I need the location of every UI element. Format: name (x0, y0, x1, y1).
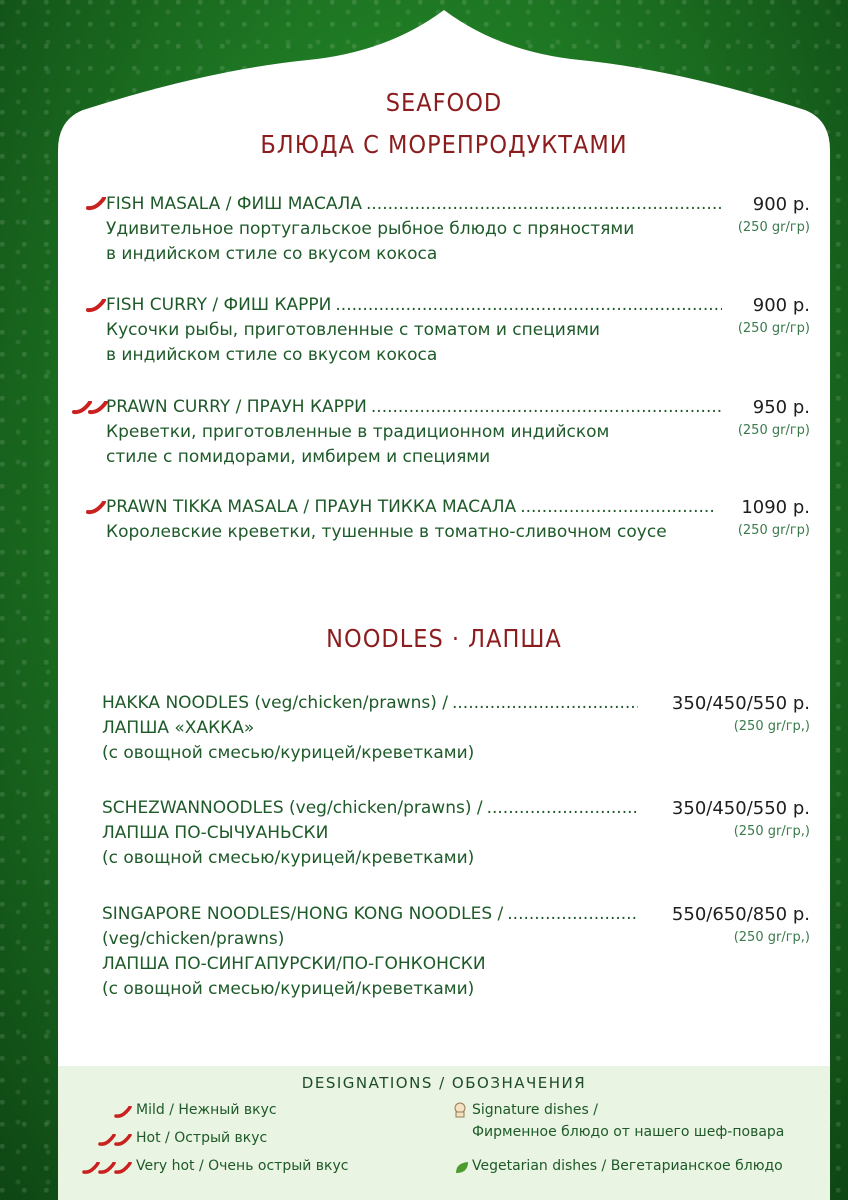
legend-vegetarian: Vegetarian dishes / Вегетарианское блюдо (472, 1158, 783, 1174)
dish-options: (veg/chicken/prawns) (102, 929, 285, 949)
designations-legend (58, 1066, 830, 1200)
dish-description: (с овощной смесью/курицей/креветками) (102, 979, 475, 999)
dish-weight: (250 gr/гр,) (733, 930, 810, 945)
menu-item (102, 691, 810, 766)
dish-name: SINGAPORE NOODLES/HONG KONG NOODLES / (102, 904, 504, 924)
dish-weight: (250 gr/гр) (737, 321, 810, 336)
chili-icon (86, 196, 106, 215)
legend-signature: Signature dishes / (472, 1102, 599, 1118)
noodles-title: NOODLES · ЛАПША (326, 624, 562, 653)
legend-title: DESIGNATIONS / ОБОЗНАЧЕНИЯ (301, 1074, 587, 1092)
dish-description: Кусочки рыбы, приготовленные с томатом и специями (106, 320, 600, 340)
menu-item (102, 796, 810, 871)
dish-name: FISH CURRY / ФИШ КАРРИ (106, 295, 332, 315)
dish-name: SCHEZWANNOODLES (veg/chicken/prawns) / (102, 798, 483, 818)
dish-price: 1090 р. (741, 497, 810, 518)
chili-icon (114, 1104, 132, 1123)
chili-icon (86, 500, 106, 519)
dish-price: 350/450/550 р. (671, 798, 810, 819)
dish-description: Королевские креветки, тушенные в томатно-сливочном соусе (106, 522, 667, 542)
dish-name: PRAWN TIKKA MASALA / ПРАУН ТИККА МАСАЛА (106, 497, 517, 517)
dish-price: 900 р. (752, 295, 810, 316)
seafood-title-en: SEAFOOD (385, 88, 503, 117)
dish-description: в индийском стиле со вкусом кокоса (106, 345, 438, 365)
dish-description: (с овощной смесью/курицей/креветками) (102, 743, 475, 763)
dish-weight: (250 gr/гр,) (733, 719, 810, 734)
dish-price: 950 р. (752, 397, 810, 418)
menu-panel (58, 0, 830, 1200)
dish-weight: (250 gr/гр) (737, 220, 810, 235)
dish-name: FISH MASALA / ФИШ МАСАЛА (106, 194, 362, 214)
dish-name: PRAWN CURRY / ПРАУН КАРРИ (106, 397, 367, 417)
leaf-icon (454, 1160, 470, 1179)
dish-name-ru: ЛАПША ПО-СИНГАПУРСКИ/ПО-ГОНКОНСКИ (102, 954, 486, 974)
legend-mild: Mild / Нежный вкус (136, 1102, 277, 1118)
dish-weight: (250 gr/гр,) (733, 824, 810, 839)
dish-weight: (250 gr/гр) (737, 523, 810, 538)
dish-description: в индийском стиле со вкусом кокоса (106, 244, 438, 264)
dish-name-ru: ЛАПША ПО-СЫЧУАНЬСКИ (102, 823, 329, 843)
menu-item (102, 902, 810, 1002)
dish-name: HAKKA NOODLES (veg/chicken/prawns) / (102, 693, 448, 713)
dish-price: 350/450/550 р. (671, 693, 810, 714)
chef-hat-icon (452, 1102, 468, 1122)
chili-icon (88, 400, 108, 419)
chili-icon (86, 298, 106, 317)
legend-very-hot: Very hot / Очень острый вкус (136, 1158, 349, 1174)
dish-description: Удивительное португальское рыбное блюдо с пряностями (106, 219, 635, 239)
chili-icon (114, 1132, 132, 1151)
dish-description: Креветки, приготовленные в традиционном индийском (106, 422, 610, 442)
chili-icon (114, 1160, 132, 1179)
legend-hot: Hot / Острый вкус (136, 1130, 268, 1146)
legend-signature-ru: Фирменное блюдо от нашего шеф-повара (472, 1124, 785, 1140)
dish-name-ru: ЛАПША «ХАККА» (102, 718, 255, 738)
arch-panel-shape (58, 0, 830, 1200)
seafood-title-ru: БЛЮДА С МОРЕПРОДУКТАМИ (260, 130, 628, 159)
dish-price: 900 р. (752, 194, 810, 215)
dish-price: 550/650/850 р. (671, 904, 810, 925)
dish-description: стиле с помидорами, имбирем и специями (106, 447, 491, 467)
dish-description: (с овощной смесью/курицей/креветками) (102, 848, 475, 868)
dish-weight: (250 gr/гр) (737, 423, 810, 438)
